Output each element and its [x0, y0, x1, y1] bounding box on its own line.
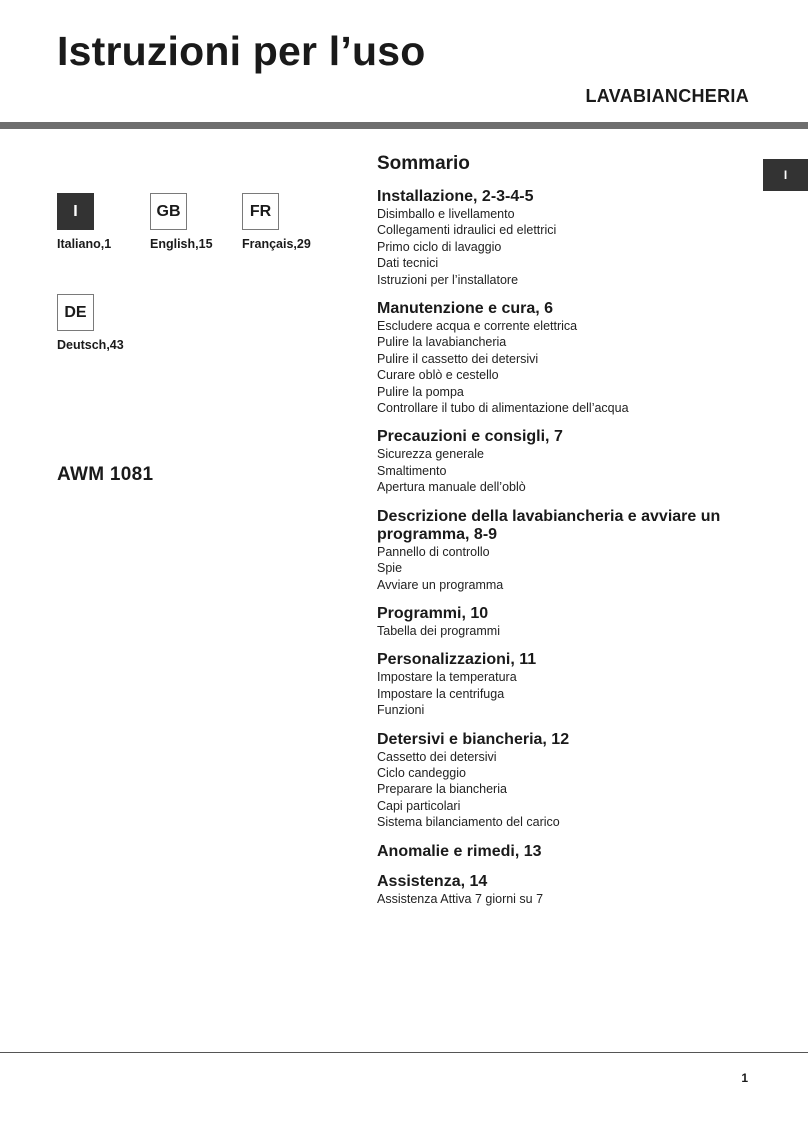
- section-tab-italiano: I: [763, 159, 808, 191]
- toc-section-title[interactable]: Manutenzione e cura, 6: [377, 300, 554, 318]
- product-type: LAVABIANCHERIA: [585, 86, 749, 106]
- language-label-gb[interactable]: English,15: [150, 237, 213, 251]
- toc-section-item: Pulire il cassetto dei detersivi: [377, 351, 539, 366]
- document-title: Istruzioni per l’uso: [57, 28, 426, 74]
- toc-section-item: Escludere acqua e corrente elettrica: [377, 319, 578, 334]
- toc-section-item: Ciclo candeggio: [377, 765, 466, 780]
- language-label-de[interactable]: Deutsch,43: [57, 338, 124, 352]
- toc-section-item: Impostare la temperatura: [377, 670, 517, 685]
- toc-section: [377, 651, 757, 718]
- toc-section-title[interactable]: Assistenza, 14: [377, 872, 488, 890]
- model-name: AWM 1081: [57, 464, 154, 485]
- language-box-de[interactable]: DE: [57, 294, 94, 331]
- toc-section-title[interactable]: Detersivi e biancheria, 12: [377, 730, 570, 748]
- toc-section-title[interactable]: Installazione, 2-3-4-5: [377, 188, 534, 205]
- toc-section: [377, 731, 757, 831]
- toc-section: [377, 843, 757, 861]
- toc-section-item: Cassetto dei detersivi: [377, 749, 497, 764]
- toc-section: [377, 605, 757, 639]
- toc-section-item: Pannello di controllo: [377, 544, 490, 559]
- toc-section-item: Spie: [377, 561, 403, 576]
- toc-section-item: Disimballo e livellamento: [377, 207, 515, 221]
- toc-section-title[interactable]: Personalizzazioni, 11: [377, 651, 537, 669]
- table-of-contents: [377, 152, 757, 919]
- toc-section-item: Sicurezza generale: [377, 447, 485, 462]
- toc-section: [377, 188, 757, 288]
- toc-section-item: Primo ciclo di lavaggio: [377, 239, 502, 254]
- toc-section-item: Avviare un programma: [377, 577, 504, 592]
- toc-section: [377, 300, 757, 416]
- toc-section-item: Pulire la lavabiancheria: [377, 335, 507, 350]
- toc-section-item: Sistema bilanciamento del carico: [377, 815, 560, 830]
- toc-section-item: Controllare il tubo di alimentazione dell’acqua: [377, 401, 629, 416]
- toc-section-item: Apertura manuale dell’oblò: [377, 480, 526, 495]
- language-box-gb[interactable]: GB: [150, 193, 187, 230]
- toc-section-item: Pulire la pompa: [377, 384, 464, 399]
- toc-section: [377, 508, 757, 593]
- language-label-fr[interactable]: Français,29: [242, 237, 311, 251]
- toc-section-title[interactable]: Precauzioni e consigli, 7: [377, 428, 563, 446]
- language-box-it[interactable]: I: [57, 193, 94, 230]
- toc-section: [377, 428, 757, 495]
- toc-section-item: Capi particolari: [377, 798, 461, 813]
- footer-divider: [0, 1052, 808, 1053]
- toc-section-item: Assistenza Attiva 7 giorni su 7: [377, 891, 544, 906]
- toc-section-item: Funzioni: [377, 703, 425, 718]
- toc-heading: Sommario: [377, 153, 470, 174]
- toc-section-item: Istruzioni per l’installatore: [377, 272, 519, 287]
- toc-section-item: Curare oblò e cestello: [377, 368, 499, 383]
- page-number: 1: [741, 1071, 748, 1085]
- toc-section-title[interactable]: Anomalie e rimedi, 13: [377, 842, 542, 860]
- toc-section-item: Dati tecnici: [377, 256, 439, 271]
- toc-section-title[interactable]: Programmi, 10: [377, 604, 489, 622]
- toc-section-title[interactable]: Descrizione della lavabiancheria e avviare un programma, 8-9: [377, 507, 721, 543]
- header-divider: [0, 122, 808, 129]
- language-box-fr[interactable]: FR: [242, 193, 279, 230]
- toc-sections: [377, 188, 757, 907]
- toc-section-item: Smaltimento: [377, 463, 447, 478]
- language-label-it[interactable]: Italiano,1: [57, 237, 112, 251]
- toc-section-item: Collegamenti idraulici ed elettrici: [377, 223, 557, 238]
- toc-section-item: Tabella dei programmi: [377, 623, 500, 638]
- toc-section: [377, 873, 757, 907]
- toc-section-item: Impostare la centrifuga: [377, 686, 505, 701]
- toc-section-item: Preparare la biancheria: [377, 782, 507, 797]
